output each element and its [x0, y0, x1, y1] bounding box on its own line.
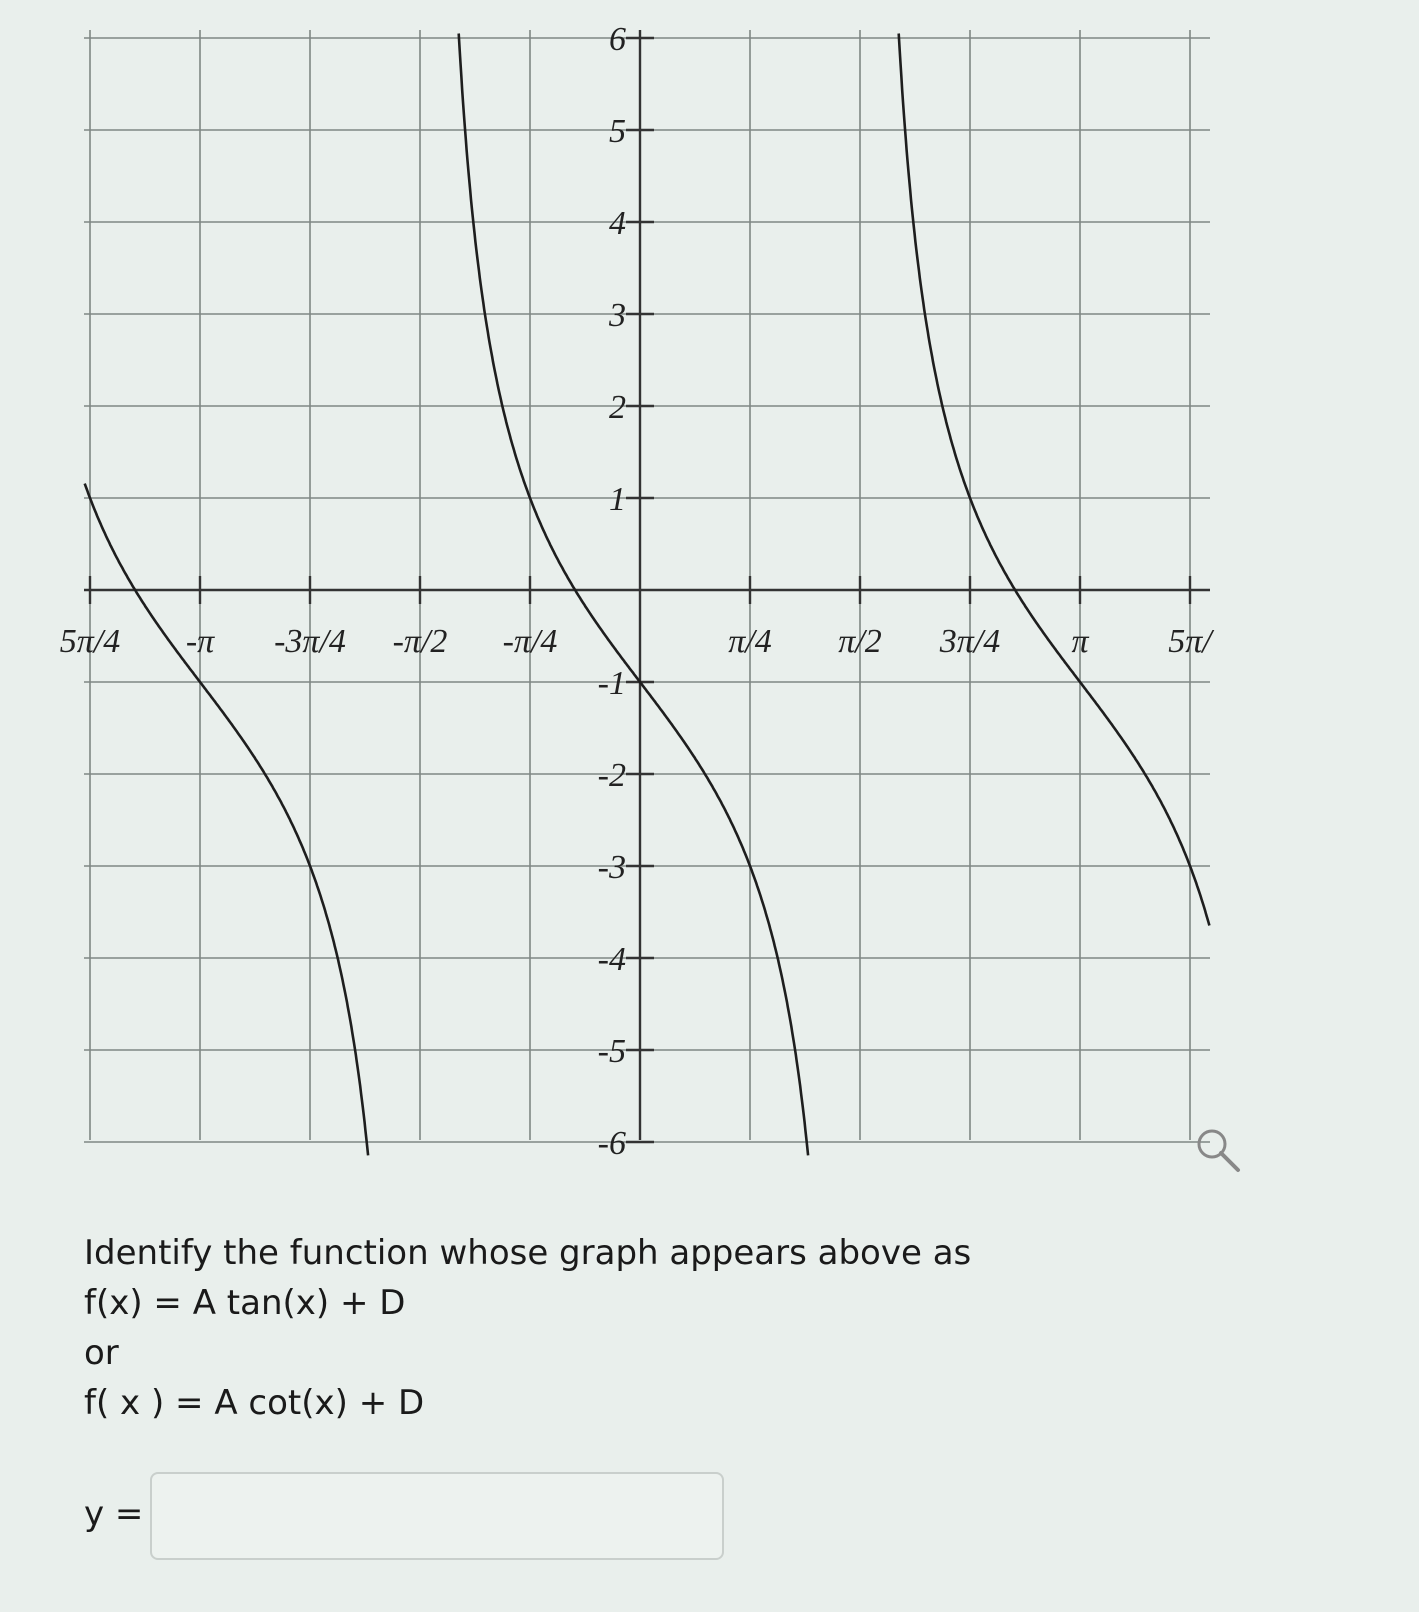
y-tick-label: -2: [597, 757, 626, 794]
question-line-4: f( x ) = A cot(x) + D: [84, 1383, 425, 1423]
y-tick-label: 5: [609, 113, 626, 150]
tick-labels: [60, 21, 1216, 1162]
curve-branch-2: [459, 34, 808, 1156]
x-tick-label: -3π/4: [274, 623, 346, 660]
x-tick-label: -π/2: [392, 623, 448, 660]
y-tick-label: -1: [597, 665, 626, 702]
y-tick-label: 3: [609, 297, 626, 334]
grid-lines: [84, 30, 1210, 1142]
question-line-2: f(x) = A tan(x) + D: [84, 1283, 406, 1323]
curves: [85, 34, 1210, 1156]
question-line-1: Identify the function whose graph appears above as: [84, 1233, 972, 1273]
curve-branch-1: [85, 484, 368, 1156]
question-text: [84, 1228, 971, 1428]
answer-label: y =: [84, 1494, 144, 1534]
x-tick-label: π/4: [728, 623, 772, 660]
question-line-3: or: [84, 1333, 119, 1373]
answer-input[interactable]: [150, 1472, 724, 1560]
y-tick-label: 1: [609, 481, 626, 518]
y-tick-label: -4: [597, 941, 626, 978]
x-tick-label: π: [1071, 623, 1089, 660]
x-tick-label: -π: [185, 623, 215, 660]
y-tick-label: 6: [609, 21, 626, 58]
curve-branch-3: [899, 34, 1210, 926]
y-tick-label: 4: [609, 205, 626, 242]
x-tick-label: 5π/: [1168, 623, 1212, 660]
zoom-icon[interactable]: [1192, 1124, 1244, 1176]
x-tick-label: π/2: [838, 623, 882, 660]
y-tick-label: -3: [597, 849, 626, 886]
x-tick-label: 3π/4: [939, 623, 1001, 660]
y-tick-label: -6: [597, 1125, 626, 1162]
y-tick-label: -5: [597, 1033, 626, 1070]
y-tick-label: 2: [609, 389, 626, 426]
x-tick-label: -π/4: [502, 623, 558, 660]
x-tick-label: 5π/4: [59, 623, 121, 660]
axes: [84, 30, 1210, 1142]
